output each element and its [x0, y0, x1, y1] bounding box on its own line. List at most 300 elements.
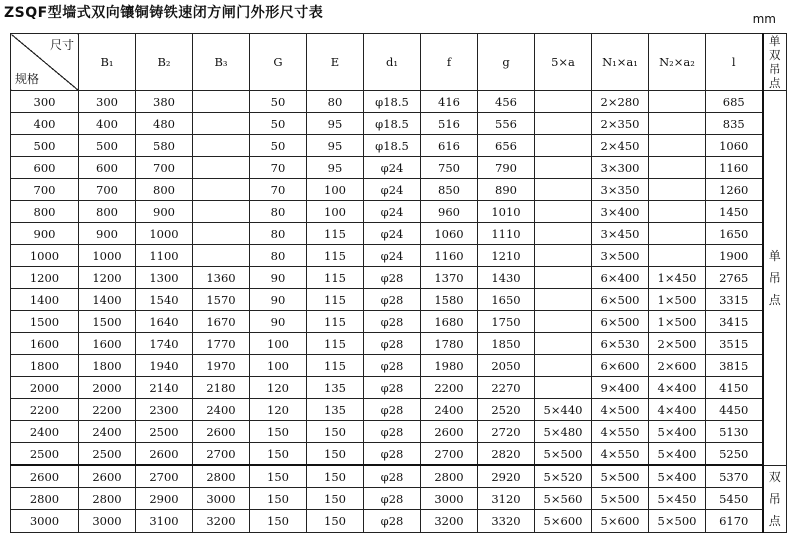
value-cell: 120	[250, 399, 307, 421]
value-cell: φ24	[364, 157, 421, 179]
value-cell: 960	[421, 201, 478, 223]
value-cell: 100	[250, 333, 307, 355]
spec-cell: 500	[11, 135, 79, 157]
value-cell: 100	[307, 201, 364, 223]
corner-bottom-label: 规格	[15, 72, 40, 86]
value-cell: 150	[250, 465, 307, 488]
value-cell	[193, 223, 250, 245]
table-title: ZSQF型墙式双向镶铜铸铁速闭方闸门外形尺寸表	[4, 5, 324, 21]
value-cell: 500	[79, 135, 136, 157]
table-row	[11, 421, 787, 443]
value-cell: 3×350	[592, 179, 649, 201]
value-cell: φ24	[364, 179, 421, 201]
value-cell: 150	[307, 510, 364, 532]
value-cell: 480	[136, 113, 193, 135]
value-cell: 850	[421, 179, 478, 201]
value-cell: 115	[307, 245, 364, 267]
value-cell	[535, 113, 592, 135]
value-cell: 150	[307, 465, 364, 488]
value-cell: 80	[307, 91, 364, 113]
value-cell: 2600	[79, 465, 136, 488]
value-cell: 150	[250, 421, 307, 443]
value-cell: 2720	[478, 421, 535, 443]
value-cell: 5450	[706, 488, 763, 510]
table-row	[11, 333, 787, 355]
value-cell: 600	[79, 157, 136, 179]
value-cell	[535, 223, 592, 245]
value-cell: 1670	[193, 311, 250, 333]
value-cell: 4×400	[649, 377, 706, 399]
value-cell: 1740	[136, 333, 193, 355]
value-cell: φ18.5	[364, 91, 421, 113]
value-cell: 4×550	[592, 421, 649, 443]
spec-cell: 600	[11, 157, 79, 179]
value-cell: 1500	[79, 311, 136, 333]
value-cell: 6170	[706, 510, 763, 532]
value-cell: φ24	[364, 223, 421, 245]
value-cell	[649, 91, 706, 113]
value-cell: 80	[250, 223, 307, 245]
value-cell: 115	[307, 223, 364, 245]
value-cell: φ28	[364, 488, 421, 510]
value-cell: 3×400	[592, 201, 649, 223]
value-cell: 1900	[706, 245, 763, 267]
value-cell: φ28	[364, 355, 421, 377]
value-cell: 6×400	[592, 267, 649, 289]
value-cell: 750	[421, 157, 478, 179]
value-cell: 556	[478, 113, 535, 135]
spec-cell: 2600	[11, 465, 79, 488]
col-header-d1: d₁	[364, 34, 421, 91]
value-cell: 1×450	[649, 267, 706, 289]
value-cell: 6×500	[592, 311, 649, 333]
value-cell: 2200	[79, 399, 136, 421]
value-cell: 2600	[136, 443, 193, 466]
table-row	[11, 311, 787, 333]
value-cell: 2800	[421, 465, 478, 488]
col-header-b3: B₃	[193, 34, 250, 91]
value-cell: 2050	[478, 355, 535, 377]
value-cell: 1400	[79, 289, 136, 311]
value-cell: 3200	[421, 510, 478, 532]
value-cell: 3×300	[592, 157, 649, 179]
value-cell: 5×600	[535, 510, 592, 532]
value-cell: 95	[307, 135, 364, 157]
hang-group-label: 双吊点	[768, 469, 781, 528]
value-cell: 115	[307, 289, 364, 311]
value-cell: 3120	[478, 488, 535, 510]
value-cell: 580	[136, 135, 193, 157]
value-cell: 2765	[706, 267, 763, 289]
value-cell: 1540	[136, 289, 193, 311]
value-cell: 5130	[706, 421, 763, 443]
value-cell: 6×530	[592, 333, 649, 355]
value-cell: 1970	[193, 355, 250, 377]
value-cell: φ28	[364, 289, 421, 311]
value-cell: 115	[307, 311, 364, 333]
value-cell: 4×400	[649, 399, 706, 421]
table-row	[11, 135, 787, 157]
table-row	[11, 267, 787, 289]
value-cell	[535, 267, 592, 289]
value-cell: 890	[478, 179, 535, 201]
value-cell: 100	[250, 355, 307, 377]
value-cell: 5×560	[535, 488, 592, 510]
value-cell	[535, 245, 592, 267]
value-cell: 150	[307, 443, 364, 466]
table-row	[11, 245, 787, 267]
value-cell: 2×280	[592, 91, 649, 113]
value-cell: 1600	[79, 333, 136, 355]
value-cell: 2700	[136, 465, 193, 488]
value-cell: 2820	[478, 443, 535, 466]
value-cell: 5×440	[535, 399, 592, 421]
value-cell: 90	[250, 289, 307, 311]
value-cell: 50	[250, 113, 307, 135]
value-cell: 3320	[478, 510, 535, 532]
value-cell: 2140	[136, 377, 193, 399]
value-cell	[649, 135, 706, 157]
value-cell: 135	[307, 377, 364, 399]
value-cell: 1060	[706, 135, 763, 157]
table-row	[11, 289, 787, 311]
table-row	[11, 179, 787, 201]
value-cell: 1780	[421, 333, 478, 355]
value-cell: 5×500	[592, 465, 649, 488]
value-cell: 2920	[478, 465, 535, 488]
col-header-n2a2: N₂×a₂	[649, 34, 706, 91]
value-cell: 150	[250, 488, 307, 510]
value-cell: 100	[307, 179, 364, 201]
value-cell	[535, 355, 592, 377]
value-cell: 1370	[421, 267, 478, 289]
value-cell: φ28	[364, 510, 421, 532]
value-cell	[193, 201, 250, 223]
dimension-table	[10, 33, 787, 533]
value-cell: 1360	[193, 267, 250, 289]
corner-header	[11, 34, 79, 91]
value-cell: 95	[307, 157, 364, 179]
value-cell	[649, 201, 706, 223]
value-cell	[649, 245, 706, 267]
value-cell: 1570	[193, 289, 250, 311]
spec-cell: 2000	[11, 377, 79, 399]
value-cell	[193, 157, 250, 179]
value-cell: 1430	[478, 267, 535, 289]
value-cell	[649, 179, 706, 201]
value-cell: 95	[307, 113, 364, 135]
value-cell: 90	[250, 267, 307, 289]
value-cell: 5250	[706, 443, 763, 466]
value-cell: 2×600	[649, 355, 706, 377]
value-cell: 2800	[79, 488, 136, 510]
value-cell: 5×600	[592, 510, 649, 532]
table-row	[11, 377, 787, 399]
value-cell: 9×400	[592, 377, 649, 399]
value-cell: 456	[478, 91, 535, 113]
value-cell: φ28	[364, 465, 421, 488]
value-cell: 1750	[478, 311, 535, 333]
value-cell	[193, 179, 250, 201]
value-cell	[535, 91, 592, 113]
value-cell: 2180	[193, 377, 250, 399]
value-cell: 656	[478, 135, 535, 157]
table-row	[11, 488, 787, 510]
table-row	[11, 91, 787, 113]
value-cell: 1200	[79, 267, 136, 289]
value-cell: φ24	[364, 201, 421, 223]
value-cell: φ18.5	[364, 135, 421, 157]
value-cell: 50	[250, 135, 307, 157]
value-cell: 2900	[136, 488, 193, 510]
table-body	[11, 91, 787, 533]
value-cell: 2700	[193, 443, 250, 466]
value-cell: 1×500	[649, 289, 706, 311]
value-cell: 5×400	[649, 465, 706, 488]
value-cell: φ28	[364, 443, 421, 466]
value-cell: 2×450	[592, 135, 649, 157]
value-cell: 1580	[421, 289, 478, 311]
value-cell: 1160	[421, 245, 478, 267]
col-header-f: f	[421, 34, 478, 91]
value-cell: 1110	[478, 223, 535, 245]
value-cell: 1100	[136, 245, 193, 267]
value-cell: 5×500	[649, 510, 706, 532]
value-cell	[193, 113, 250, 135]
spec-cell: 3000	[11, 510, 79, 532]
col-header-e: E	[307, 34, 364, 91]
value-cell: 2270	[478, 377, 535, 399]
table-row	[11, 113, 787, 135]
spec-cell: 300	[11, 91, 79, 113]
col-header-b1: B₁	[79, 34, 136, 91]
value-cell	[649, 113, 706, 135]
value-cell: 2520	[478, 399, 535, 421]
value-cell: 1000	[136, 223, 193, 245]
value-cell	[535, 311, 592, 333]
value-cell: 2500	[136, 421, 193, 443]
value-cell: 700	[136, 157, 193, 179]
value-cell	[649, 157, 706, 179]
value-cell: 416	[421, 91, 478, 113]
value-cell: 5×400	[649, 421, 706, 443]
value-cell: 1210	[478, 245, 535, 267]
spec-cell: 400	[11, 113, 79, 135]
value-cell: 516	[421, 113, 478, 135]
value-cell: φ28	[364, 333, 421, 355]
col-header-b2: B₂	[136, 34, 193, 91]
value-cell: 5×400	[649, 443, 706, 466]
value-cell: 1450	[706, 201, 763, 223]
spec-cell: 1800	[11, 355, 79, 377]
table-row	[11, 223, 787, 245]
value-cell: 5×500	[535, 443, 592, 466]
spec-cell: 2400	[11, 421, 79, 443]
value-cell: 150	[250, 443, 307, 466]
value-cell: 3815	[706, 355, 763, 377]
spec-cell: 1000	[11, 245, 79, 267]
value-cell: 70	[250, 179, 307, 201]
value-cell: 6×500	[592, 289, 649, 311]
value-cell: 3315	[706, 289, 763, 311]
spec-cell: 700	[11, 179, 79, 201]
table-row	[11, 201, 787, 223]
spec-cell: 1600	[11, 333, 79, 355]
spec-cell: 1200	[11, 267, 79, 289]
col-header-5a: 5×a	[535, 34, 592, 91]
value-cell: 4×500	[592, 399, 649, 421]
value-cell: φ28	[364, 311, 421, 333]
value-cell	[193, 245, 250, 267]
value-cell: 1×500	[649, 311, 706, 333]
value-cell: 120	[250, 377, 307, 399]
value-cell: 1940	[136, 355, 193, 377]
value-cell: φ18.5	[364, 113, 421, 135]
value-cell: 2600	[421, 421, 478, 443]
value-cell: 3100	[136, 510, 193, 532]
single-hang-group	[763, 91, 787, 466]
table-row	[11, 443, 787, 466]
value-cell	[535, 333, 592, 355]
table-row	[11, 510, 787, 532]
value-cell: 685	[706, 91, 763, 113]
value-cell: 1160	[706, 157, 763, 179]
col-header-l: l	[706, 34, 763, 91]
value-cell: 2400	[79, 421, 136, 443]
spec-cell: 2500	[11, 443, 79, 466]
value-cell: 1300	[136, 267, 193, 289]
value-cell: 3000	[421, 488, 478, 510]
value-cell: 1850	[478, 333, 535, 355]
value-cell: 4×550	[592, 443, 649, 466]
col-header-hang-points: 单双吊点	[763, 34, 787, 91]
value-cell: 3200	[193, 510, 250, 532]
value-cell: 900	[136, 201, 193, 223]
value-cell: 70	[250, 157, 307, 179]
value-cell: 4450	[706, 399, 763, 421]
value-cell: 800	[79, 201, 136, 223]
value-cell	[535, 157, 592, 179]
value-cell: 1680	[421, 311, 478, 333]
value-cell: 6×600	[592, 355, 649, 377]
spec-cell: 900	[11, 223, 79, 245]
value-cell: 150	[250, 510, 307, 532]
value-cell: 5×520	[535, 465, 592, 488]
value-cell: 115	[307, 355, 364, 377]
value-cell: 2×500	[649, 333, 706, 355]
value-cell	[535, 135, 592, 157]
value-cell: 790	[478, 157, 535, 179]
value-cell: 90	[250, 311, 307, 333]
spec-cell: 2200	[11, 399, 79, 421]
value-cell: 5370	[706, 465, 763, 488]
col-header-g2: g	[478, 34, 535, 91]
value-cell: 1260	[706, 179, 763, 201]
spec-cell: 1500	[11, 311, 79, 333]
spec-cell: 800	[11, 201, 79, 223]
value-cell: 2800	[193, 465, 250, 488]
value-cell: 5×500	[592, 488, 649, 510]
value-cell: 900	[79, 223, 136, 245]
spec-cell: 1400	[11, 289, 79, 311]
hang-group-label: 单吊点	[768, 248, 781, 307]
value-cell: φ28	[364, 399, 421, 421]
value-cell: 3000	[79, 510, 136, 532]
value-cell: 700	[79, 179, 136, 201]
header-row	[11, 34, 787, 91]
corner-top-label: 尺寸	[49, 38, 74, 52]
value-cell: 1060	[421, 223, 478, 245]
value-cell: 3515	[706, 333, 763, 355]
value-cell: 3000	[193, 488, 250, 510]
value-cell: 1650	[706, 223, 763, 245]
value-cell: 2500	[79, 443, 136, 466]
col-header-n1a1: N₁×a₁	[592, 34, 649, 91]
value-cell: 616	[421, 135, 478, 157]
value-cell: 1980	[421, 355, 478, 377]
table-row	[11, 399, 787, 421]
value-cell: 2000	[79, 377, 136, 399]
value-cell: 80	[250, 201, 307, 223]
table-row	[11, 157, 787, 179]
value-cell: 1000	[79, 245, 136, 267]
value-cell: 3×450	[592, 223, 649, 245]
value-cell: 150	[307, 421, 364, 443]
value-cell: 2400	[193, 399, 250, 421]
value-cell: 3×500	[592, 245, 649, 267]
value-cell: 5×450	[649, 488, 706, 510]
value-cell: 1770	[193, 333, 250, 355]
value-cell: 135	[307, 399, 364, 421]
value-cell: 1650	[478, 289, 535, 311]
value-cell: 4150	[706, 377, 763, 399]
value-cell: 2600	[193, 421, 250, 443]
value-cell: 1800	[79, 355, 136, 377]
value-cell: φ28	[364, 421, 421, 443]
value-cell	[535, 201, 592, 223]
value-cell: 380	[136, 91, 193, 113]
value-cell	[193, 91, 250, 113]
value-cell: 2700	[421, 443, 478, 466]
value-cell: 115	[307, 267, 364, 289]
value-cell: 2×350	[592, 113, 649, 135]
value-cell: 50	[250, 91, 307, 113]
value-cell: 115	[307, 333, 364, 355]
table-row	[11, 465, 787, 488]
value-cell: 3415	[706, 311, 763, 333]
value-cell: 5×480	[535, 421, 592, 443]
value-cell: 2400	[421, 399, 478, 421]
double-hang-group	[763, 465, 787, 532]
value-cell	[649, 223, 706, 245]
value-cell: φ28	[364, 267, 421, 289]
value-cell	[193, 135, 250, 157]
value-cell: φ28	[364, 377, 421, 399]
value-cell: 1640	[136, 311, 193, 333]
spec-cell: 2800	[11, 488, 79, 510]
value-cell: 400	[79, 113, 136, 135]
value-cell: 150	[307, 488, 364, 510]
value-cell: 2200	[421, 377, 478, 399]
value-cell: 800	[136, 179, 193, 201]
value-cell: 1010	[478, 201, 535, 223]
value-cell	[535, 289, 592, 311]
value-cell	[535, 377, 592, 399]
col-header-g: G	[250, 34, 307, 91]
value-cell: 2300	[136, 399, 193, 421]
value-cell: 80	[250, 245, 307, 267]
value-cell: φ24	[364, 245, 421, 267]
